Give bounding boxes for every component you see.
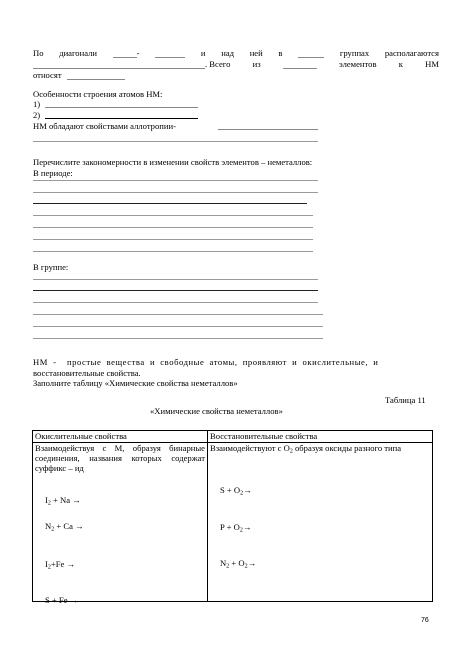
- summary-line-1: [33, 357, 439, 367]
- answer-line[interactable]: [33, 251, 313, 252]
- text: . Всего: [205, 59, 231, 69]
- word: располагаются: [384, 48, 439, 58]
- fill-blank[interactable]: [45, 118, 198, 119]
- fill-blank[interactable]: [155, 49, 185, 58]
- oxidizing-cell[interactable]: [33, 443, 208, 605]
- answer-line[interactable]: [33, 215, 313, 216]
- answer-line[interactable]: [33, 302, 318, 303]
- summary-text: НМ - простые вещества и свободные атомы, проявляют и окислительные, и: [33, 357, 379, 367]
- col-header-reducing: Восстановительные свойства: [208, 431, 433, 443]
- fill-blank[interactable]: [298, 49, 324, 58]
- word: группах: [339, 48, 370, 58]
- word: НМ: [425, 59, 439, 69]
- dash: -: [136, 48, 140, 58]
- chemical-properties-table: [32, 430, 433, 605]
- list-marker: 1): [33, 99, 41, 109]
- group-label: В группе:: [33, 262, 69, 272]
- fill-blank[interactable]: [67, 79, 125, 80]
- word: к: [398, 59, 403, 69]
- reaction[interactable]: $I_2+Fe$ →: [45, 559, 76, 571]
- answer-line[interactable]: [33, 314, 323, 315]
- fill-blank[interactable]: [45, 107, 198, 108]
- reaction[interactable]: $N_2 + O_2\to$: [220, 558, 257, 570]
- reaction[interactable]: S + Fe →: [45, 595, 79, 605]
- answer-line[interactable]: [33, 326, 323, 327]
- table-number: Таблица 11: [385, 395, 426, 405]
- oxidizing-description: Взаимодействуя с М, образуя бинарные соединения, названия которых содержат суффикс – ид: [35, 443, 205, 473]
- blank-with-dash: [113, 48, 140, 58]
- word: По: [33, 48, 44, 58]
- answer-line[interactable]: [33, 192, 318, 193]
- reaction[interactable]: $S + O_2\to$: [220, 485, 252, 497]
- answer-line[interactable]: [33, 141, 318, 142]
- reaction[interactable]: $I_2 + Na$ →: [45, 495, 81, 507]
- reducing-description: Взаимодействуют с $О_2$ образуя оксиды разного типа: [210, 443, 402, 455]
- answer-line[interactable]: [33, 180, 318, 181]
- answer-line[interactable]: [33, 203, 307, 204]
- word: элементов: [339, 59, 377, 69]
- blank-with-text: [33, 59, 230, 69]
- fill-blank[interactable]: [33, 60, 205, 69]
- reaction[interactable]: $P + O_2\to$: [220, 522, 252, 534]
- fill-blank[interactable]: [218, 129, 318, 130]
- col-header-oxidizing: Окислительные свойства: [33, 431, 208, 443]
- period-label: В периоде:: [33, 168, 73, 178]
- answer-line[interactable]: [33, 279, 318, 280]
- summary-line-2: восстановительные свойства.: [33, 368, 141, 378]
- list-marker: 2): [33, 110, 41, 120]
- word: в: [278, 48, 283, 58]
- table-title: «Химические свойства неметаллов»: [150, 406, 283, 416]
- reducing-cell[interactable]: [208, 443, 433, 602]
- word: над: [221, 48, 235, 58]
- word: из: [252, 59, 261, 69]
- fill-blank[interactable]: [113, 49, 137, 58]
- answer-line[interactable]: [33, 227, 313, 228]
- fill-table-instruction: Заполните таблицу «Химические свойства неметаллов»: [33, 378, 238, 388]
- word: диагонали: [59, 48, 97, 58]
- fill-blank[interactable]: [283, 60, 317, 69]
- answer-line[interactable]: [33, 290, 318, 291]
- intro-line-2: [33, 59, 439, 69]
- allotropy-text: НМ обладают свойствами аллотропии-: [33, 121, 176, 131]
- page-number: 76: [421, 617, 429, 624]
- reaction[interactable]: $N_2 + Ca$ →: [45, 521, 84, 533]
- word: ней: [249, 48, 263, 58]
- word: и: [200, 48, 206, 58]
- patterns-heading: Перечислите закономерности в изменении свойств элементов – неметаллов:: [33, 157, 313, 167]
- structure-heading: Особенности строения атомов НМ:: [33, 89, 163, 99]
- intro-line-3: относят: [33, 70, 62, 80]
- intro-line-1: [33, 48, 439, 58]
- answer-line[interactable]: [33, 338, 323, 339]
- answer-line[interactable]: [33, 239, 313, 240]
